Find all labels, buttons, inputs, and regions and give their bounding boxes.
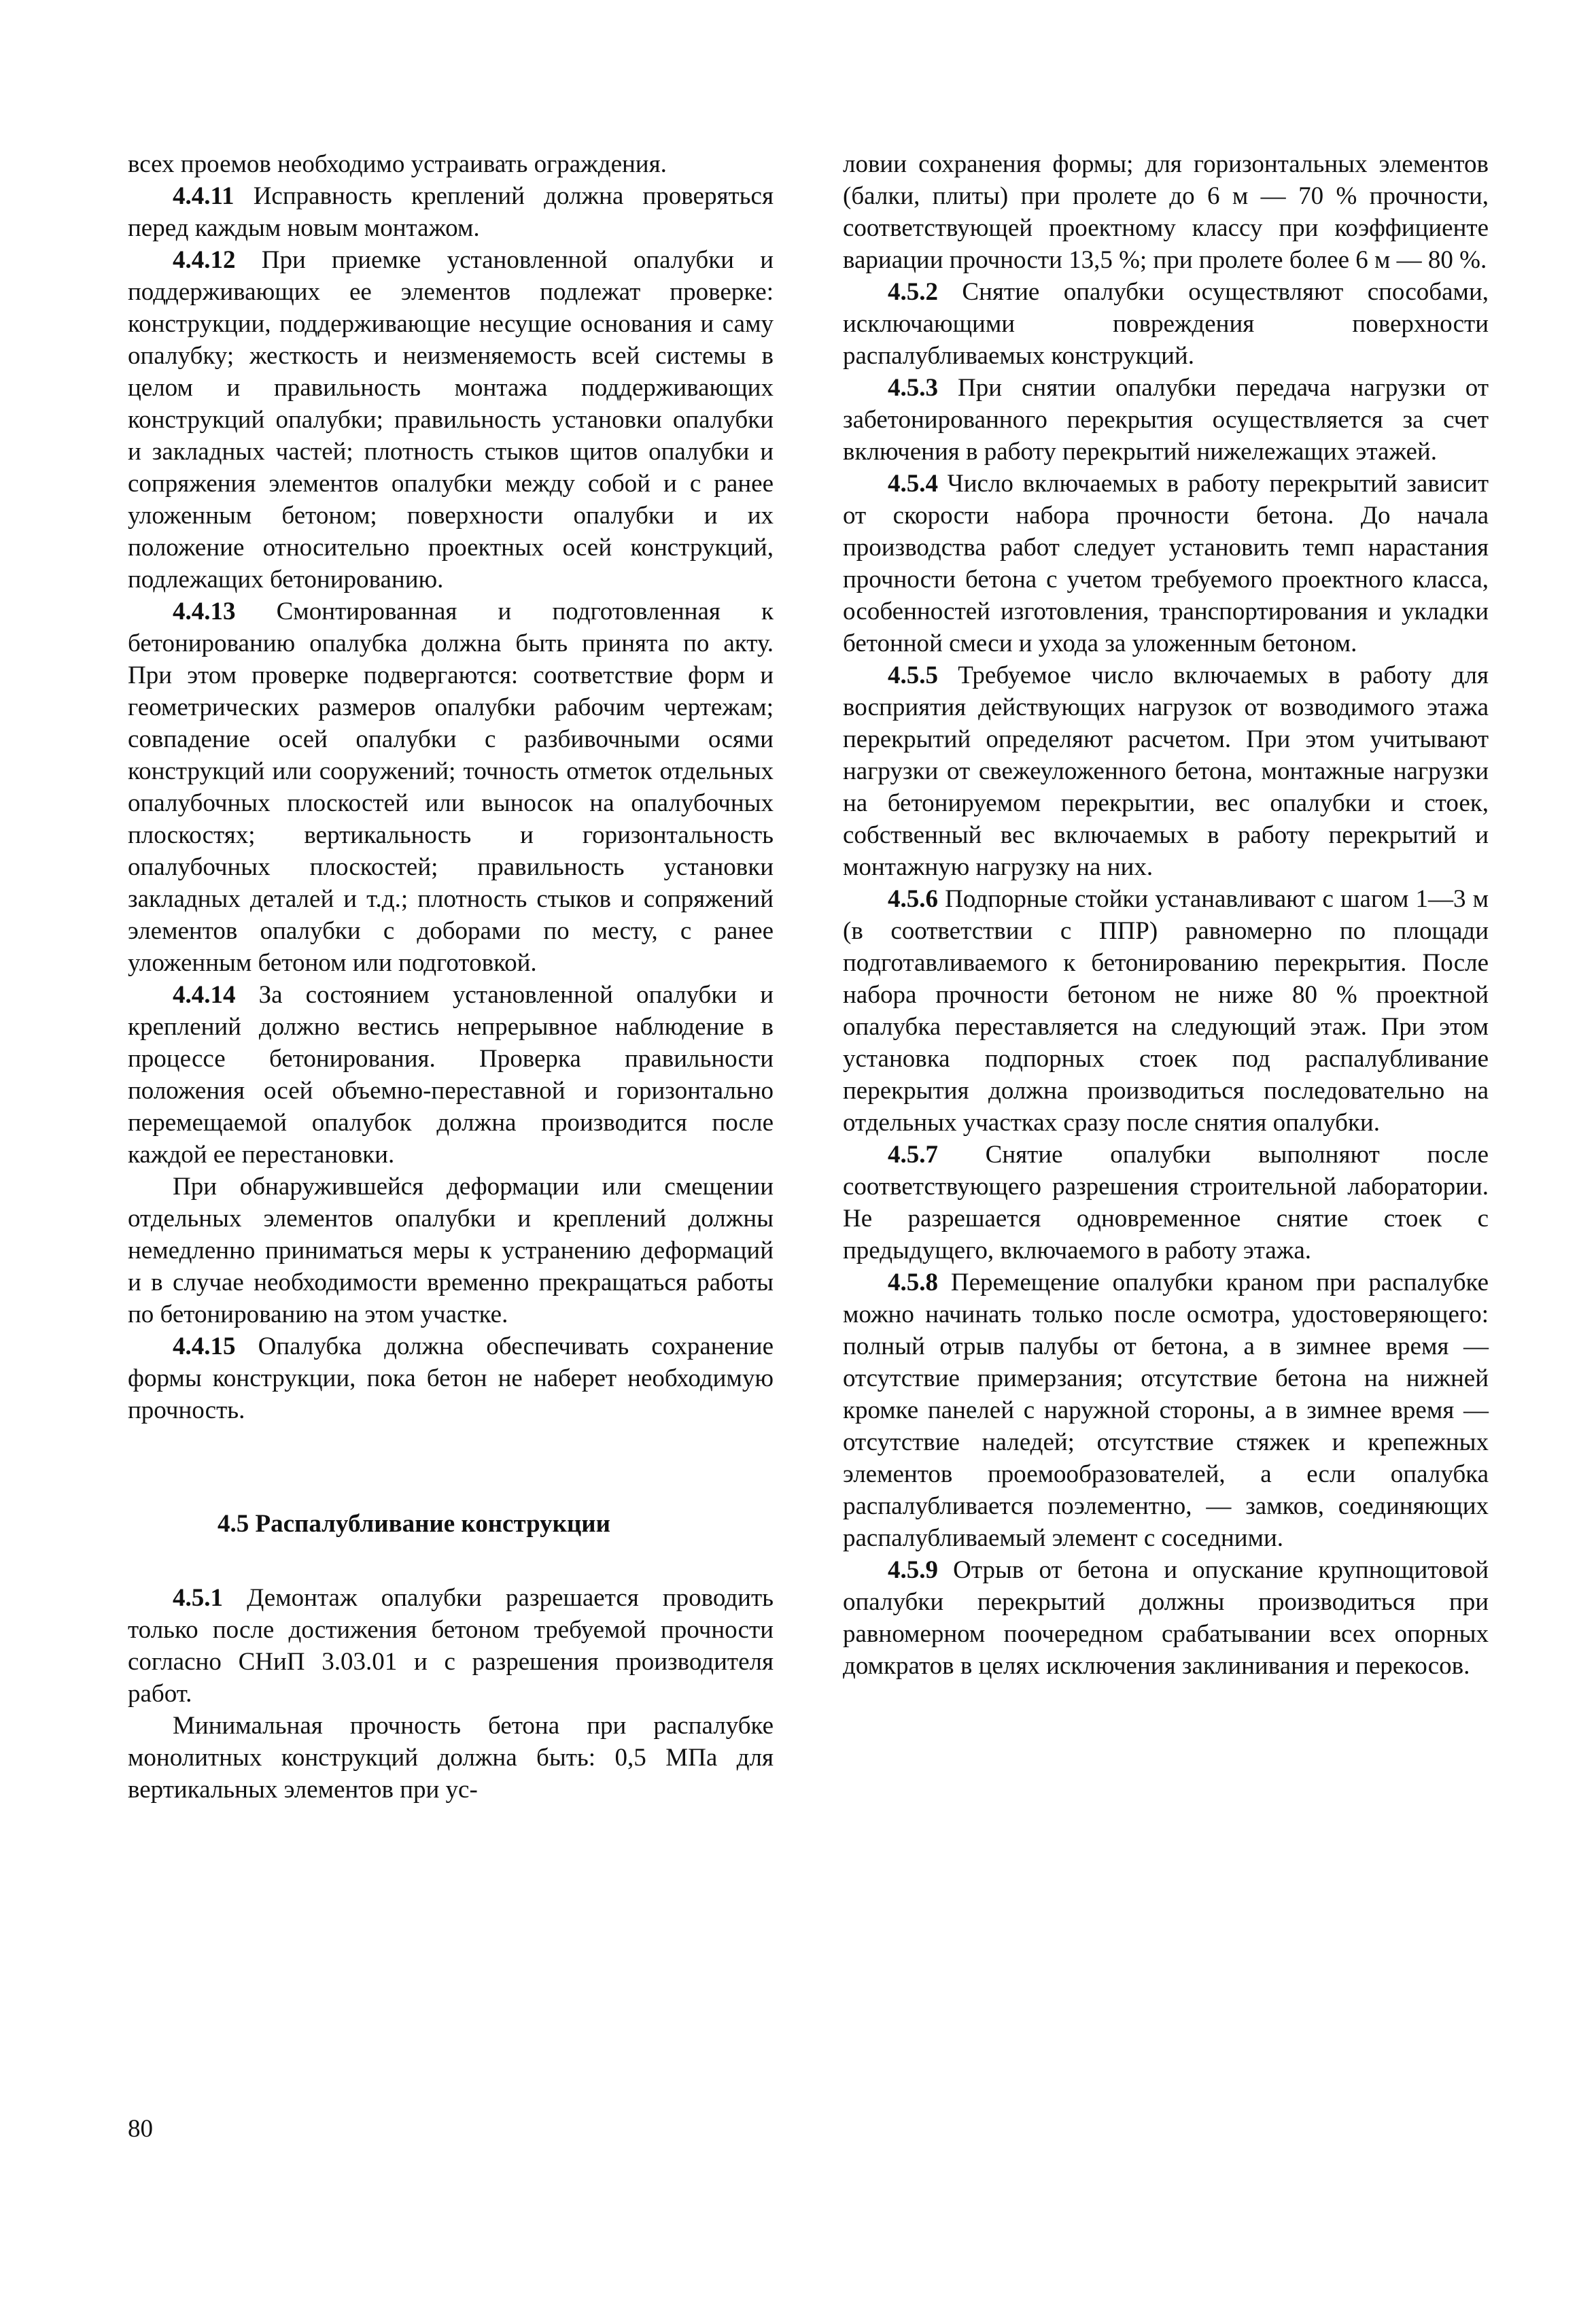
clause-number: 4.5.8 (888, 1269, 938, 1296)
paragraph-text: всех проемов необходимо устраивать ограждения. (128, 150, 667, 178)
paragraph (128, 1710, 774, 1806)
clause-4-5-3 (843, 372, 1489, 468)
clause-4-5-1 (128, 1582, 774, 1710)
clause-text: Снятие опалубки осуществляют способами, исключающими повреждения поверхности распалубливаемых конструкций. (843, 278, 1489, 370)
paragraph (128, 1171, 774, 1330)
clause-text: Подпорные стойки устанавливают с шагом 1—3 м (в соответствии с ППР) равномерно по площади подготавливаемого к бетонированию перекрытия. После набора прочности бетоном не ниже 80 % проектной опалубка переставляется на следующий этаж. При этом установка подпорных стоек под распалубливание перекрытия должна производиться последовательно на отдельных участках сразу после снятия опалубки. (843, 885, 1489, 1137)
clause-4-5-9 (843, 1554, 1489, 1682)
paragraph-text: ловии сохранения формы; для горизонтальных элементов (балки, плиты) при пролете до 6 м — 70 % прочности, соответствующей проектному классу при коэффициенте вариации прочности 13,5 %; при пролете более 6 м — 80 %. (843, 150, 1489, 274)
clause-number: 4.5.7 (888, 1141, 938, 1169)
clause-text: Снятие опалубки выполняют после соответствующего разрешения строительной лаборатории. Не разрешается одновременное снятие стоек с предыдущего, включаемого в работу этажа. (843, 1141, 1489, 1264)
clause-4-4-15 (128, 1330, 774, 1426)
clause-4-5-2 (843, 276, 1489, 372)
clause-number: 4.4.15 (173, 1332, 236, 1360)
clause-text: Отрыв от бетона и опускание крупнощитовой опалубки перекрытий должны производиться при равномерном поочередном срабатывании всех опорных домкратов в целях исключения заклинивания и перекосов. (843, 1556, 1489, 1680)
paragraph-text: Минимальная прочность бетона при распалубке монолитных конструкций должна быть: 0,5 МПа для вертикальных элементов при ус- (128, 1712, 774, 1804)
clause-4-5-6 (843, 883, 1489, 1139)
clause-text: Перемещение опалубки краном при распалубке можно начинать только после осмотра, удостоверяющего: полный отрыв палубы от бетона, а в зимнее время — отсутствие примерзания; отсутствие бетона на нижней кромке панелей с наружной стороны, а в зимнее время — отсутствие наледей; отсутствие стяжек и крепежных элементов проемообразователей, а если опалубка распалубливается поэлементно, — замков, соединяющих распалубливаемый элемент с соседними. (843, 1269, 1489, 1552)
clause-text: Число включаемых в работу перекрытий зависит от скорости набора прочности бетона. До начала производства работ следует установить темп нарастания прочности бетона с учетом требуемого проектного класса, особенностей изготовления, транспортирования и укладки бетонной смеси и ухода за уложенным бетоном. (843, 470, 1489, 657)
clause-text: Демонтаж опалубки разрешается проводить только после достижения бетоном требуемой прочности согласно СНиП 3.03.01 и с разрешения производителя работ. (128, 1584, 774, 1708)
clause-4-5-4 (843, 468, 1489, 659)
clause-text: Требуемое число включаемых в работу для восприятия действующих нагрузок от возводимого этажа перекрытий определяют расчетом. При этом учитывают нагрузки от свежеуложенного бетона, монтажные нагрузки на бетонируемом перекрытии, вес опалубки и стоек, собственный вес включаемых в работу перекрытий и монтажную нагрузку на них. (843, 661, 1489, 881)
section-heading: 4.5 Распалубливание конструкции (218, 1510, 610, 1538)
clause-number: 4.4.11 (173, 182, 235, 210)
clause-number: 4.5.1 (173, 1584, 223, 1612)
clause-4-5-7 (843, 1139, 1489, 1267)
clause-number: 4.5.2 (888, 278, 938, 306)
paragraph (843, 148, 1489, 276)
clause-4-4-11 (128, 180, 774, 244)
clause-number: 4.5.5 (888, 661, 938, 689)
clause-4-5-5 (843, 659, 1489, 883)
clause-text: Смонтированная и подготовленная к бетонированию опалубка должна быть принята по акту. При этом проверке подвергаются: соответствие форм и геометрических размеров опалубки рабочим чертежам; совпадение осей опалубки с разбивочными осями конструкций или сооружений; точность отметок отдельных опалубочных плоскостей или выносок на опалубочных плоскостях; вертикальность и горизонтальность опалубочных плоскостей; правильность установки закладных деталей и т.д.; плотность стыков и сопряжений элементов опалубки с доборами по месту, с ранее уложенным бетоном или подготовкой. (128, 598, 774, 977)
clause-number: 4.4.13 (173, 598, 236, 625)
clause-4-5-8 (843, 1267, 1489, 1554)
paragraph-text: При обнаружившейся деформации или смещении отдельных элементов опалубки и креплений должны немедленно приниматься меры к устранению деформаций и в случае необходимости временно прекращаться работы по бетонированию на этом участке. (128, 1173, 774, 1328)
clause-text: Опалубка должна обеспечивать сохранение формы конструкции, пока бетон не наберет необходимую прочность. (128, 1332, 774, 1424)
clause-number: 4.5.4 (888, 470, 938, 498)
clause-number: 4.5.6 (888, 885, 938, 913)
clause-4-4-14 (128, 979, 774, 1171)
clause-number: 4.5.3 (888, 374, 938, 402)
page-number: 80 (128, 2115, 153, 2143)
left-column (128, 148, 774, 1806)
clause-4-4-12 (128, 244, 774, 596)
clause-number: 4.5.9 (888, 1556, 938, 1584)
clause-number: 4.4.14 (173, 981, 236, 1009)
clause-text: При снятии опалубки передача нагрузки от забетонированного перекрытия осуществляется за счет включения в работу перекрытий нижележащих этажей. (843, 374, 1489, 466)
clause-4-4-13 (128, 596, 774, 979)
paragraph (128, 148, 774, 180)
clause-text: За состоянием установленной опалубки и креплений должно вестись непрерывное наблюдение в процессе бетонирования. Проверка правильности положения осей объемно-переставной и горизонтально перемещаемой опалубок должна производится после каждой ее перестановки. (128, 981, 774, 1169)
right-column (843, 148, 1489, 1682)
clause-text: При приемке установленной опалубки и поддерживающих ее элементов подлежат проверке: конструкции, поддерживающие несущие основания и саму опалубку; жесткость и неизменяемость всей системы в целом и правильность монтажа поддерживающих конструкций опалубки; правильность установки опалубки и закладных частей; плотность стыков щитов опалубки и сопряжения элементов опалубки между собой и с ранее уложенным бетоном; поверхности опалубки и их положение относительно проектных осей конструкций, подлежащих бетонированию. (128, 246, 774, 593)
clause-text: Исправность креплений должна проверяться перед каждым новым монтажом. (128, 182, 774, 242)
clause-number: 4.4.12 (173, 246, 236, 274)
